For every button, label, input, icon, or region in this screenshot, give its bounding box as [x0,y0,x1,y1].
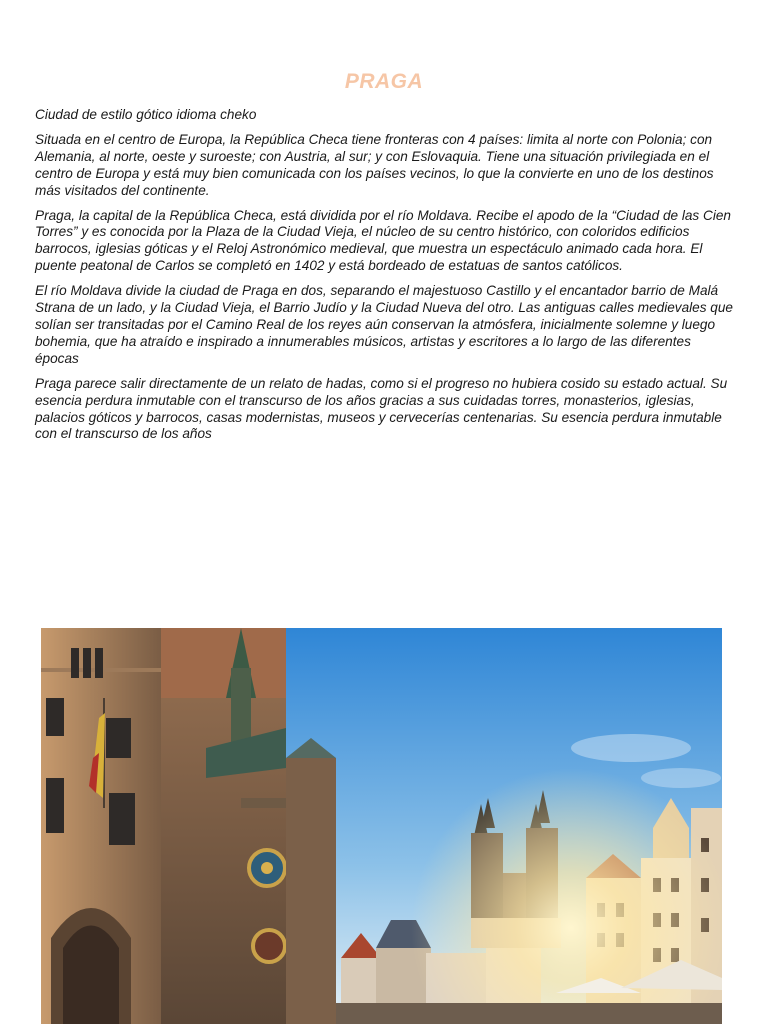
page-title: PRAGA [344,70,424,93]
paragraph-3: Praga, la capital de la República Checa, está dividida por el río Moldava. Recibe el apodo de la “Ciudad de las Cien Torres” y es conocida por la Plaza de la Ciudad Vieja, el núcleo de su centro histórico, con coloridos edificios barrocos, iglesias góticas y el Reloj Astronómico medieval, que muestra un espectáculo animado cada hora. El puente peatonal de Carlos se completó en 1402 y está bordeado de estatuas de santos católicos. [35,207,731,274]
paragraph-2: Situada en el centro de Europa, la República Checa tiene fronteras con 4 países: limita al norte con Polonia; con Alemania, al norte, oeste y suroeste; con Austria, al sur; y con Eslovaquia. Tiene una situación privilegiada en el centro de Europa y está muy bien comunicada con los países vecinos, lo que la convierte en uno de los destinos más visitados del continente. [35,131,714,198]
paragraph-1: Ciudad de estilo gótico idioma cheko [35,107,257,122]
prague-photo-drawing [41,628,722,1024]
paragraph-5: Praga parece salir directamente de un relato de hadas, como si el progreso no hubiera cosido su estado actual. Su esencia perdura inmutable con el transcurso de los años gracias a sus cuidadas torres, monasterios, iglesias, palacios góticos y barrocos, casas modernistas, museos y cervecerías centenarias. Su esencia perdura inmutable con el transcurso de los años [35,375,728,442]
paragraph-4: El río Moldava divide la ciudad de Praga en dos, separando el majestuoso Castillo y el encantador barrio de Malá Strana de un lado, y la Ciudad Vieja, el Barrio Judío y la Ciudad Nueva del otro. Las antiguas calles medievales que solían ser transitadas por el Camino Real de los reyes aún conservan la atmósfera, inicialmente solemne y luego bohemia, que ha atraído e inspirado a innumerables músicos, artistas y escritores a lo largo de las diferentes épocas [35,283,733,366]
prague-photo [41,628,722,1024]
document-body [35,107,733,451]
